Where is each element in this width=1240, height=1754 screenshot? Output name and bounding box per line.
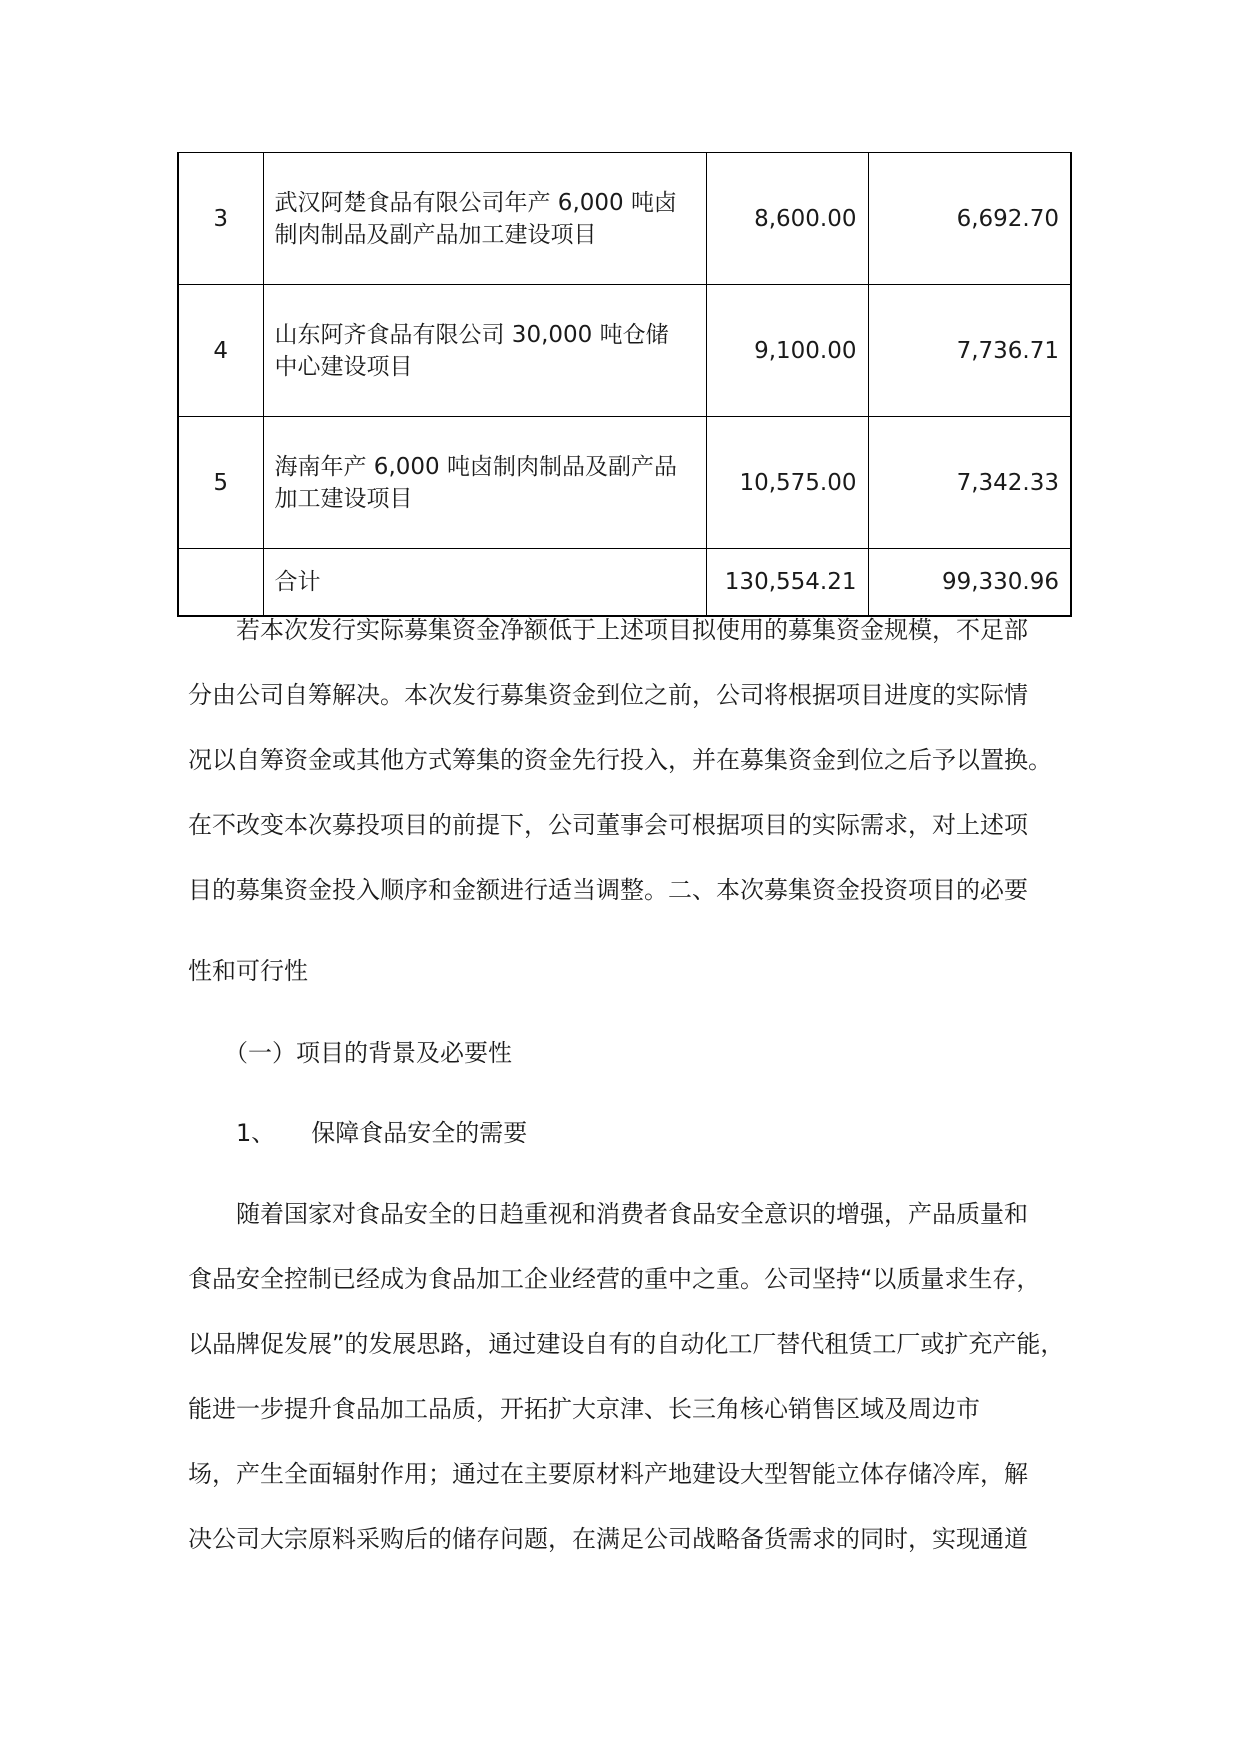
total-investment: 8,600.00 (706, 153, 868, 285)
project-name-line: 海南年产 6,000 吨卤制肉制品及副产品 (274, 453, 677, 480)
section-heading: （一）项目的背景及必要性 (188, 1039, 512, 1067)
project-name-line: 加工建设项目 (274, 485, 413, 512)
table-total-row (178, 549, 1071, 617)
total-investment: 10,575.00 (706, 417, 868, 549)
body-line: 随着国家对食品安全的日趋重视和消费者食品安全意识的增强，产品质量和 (188, 1200, 1028, 1228)
project-name-line: 山东阿齐食品有限公司 30,000 吨仓储 (274, 321, 669, 348)
total-investment: 9,100.00 (706, 285, 868, 417)
raised-funds: 6,692.70 (868, 153, 1071, 285)
raised-funds: 7,342.33 (868, 417, 1071, 549)
table-row (178, 285, 1071, 417)
body-line: 能进一步提升食品加工品质，开拓扩大京津、长三角核心销售区域及周边市 (188, 1395, 980, 1423)
body-line: 目的募集资金投入顺序和金额进行适当调整。二、本次募集资金投资项目的必要 (188, 876, 1028, 904)
project-name-line: 武汉阿楚食品有限公司年产 6,000 吨卤 (274, 189, 677, 216)
raised-funds-sum: 99,330.96 (868, 549, 1071, 617)
body-line: 分由公司自筹解决。本次发行募集资金到位之前，公司将根据项目进度的实际情 (188, 681, 1028, 709)
fund-allocation-table (177, 152, 1072, 617)
total-investment-sum: 130,554.21 (706, 549, 868, 617)
body-line: 况以自筹资金或其他方式筹集的资金先行投入，并在募集资金到位之后予以置换。 (188, 746, 1052, 774)
raised-funds: 7,736.71 (868, 285, 1071, 417)
body-line: 决公司大宗原料采购后的储存问题，在满足公司战略备货需求的同时，实现通道 (188, 1525, 1028, 1553)
project-name (263, 285, 706, 417)
row-number: 5 (178, 417, 263, 549)
body-line: 食品安全控制已经成为食品加工企业经营的重中之重。公司坚持“以质量求生存， (188, 1265, 1041, 1293)
row-number-empty (178, 549, 263, 617)
total-label: 合计 (263, 549, 706, 617)
body-line: 性和可行性 (188, 957, 308, 985)
fund-allocation-table-wrap (177, 152, 1070, 617)
body-line: 若本次发行实际募集资金净额低于上述项目拟使用的募集资金规模，不足部 (188, 616, 1028, 644)
subheading: 1、 保障食品安全的需要 (188, 1119, 528, 1147)
project-name (263, 153, 706, 285)
body-line: 场，产生全面辐射作用；通过在主要原材料产地建设大型智能立体存储冷库，解 (188, 1460, 1028, 1488)
body-line: 以品牌促发展”的发展思路，通过建设自有的自动化工厂替代租赁工厂或扩充产能， (188, 1330, 1065, 1358)
table-row (178, 153, 1071, 285)
table-row (178, 417, 1071, 549)
row-number: 3 (178, 153, 263, 285)
row-number: 4 (178, 285, 263, 417)
project-name-line: 中心建设项目 (274, 353, 413, 380)
project-name-line: 制肉制品及副产品加工建设项目 (274, 221, 597, 248)
body-line: 在不改变本次募投项目的前提下，公司董事会可根据项目的实际需求，对上述项 (188, 811, 1028, 839)
project-name (263, 417, 706, 549)
